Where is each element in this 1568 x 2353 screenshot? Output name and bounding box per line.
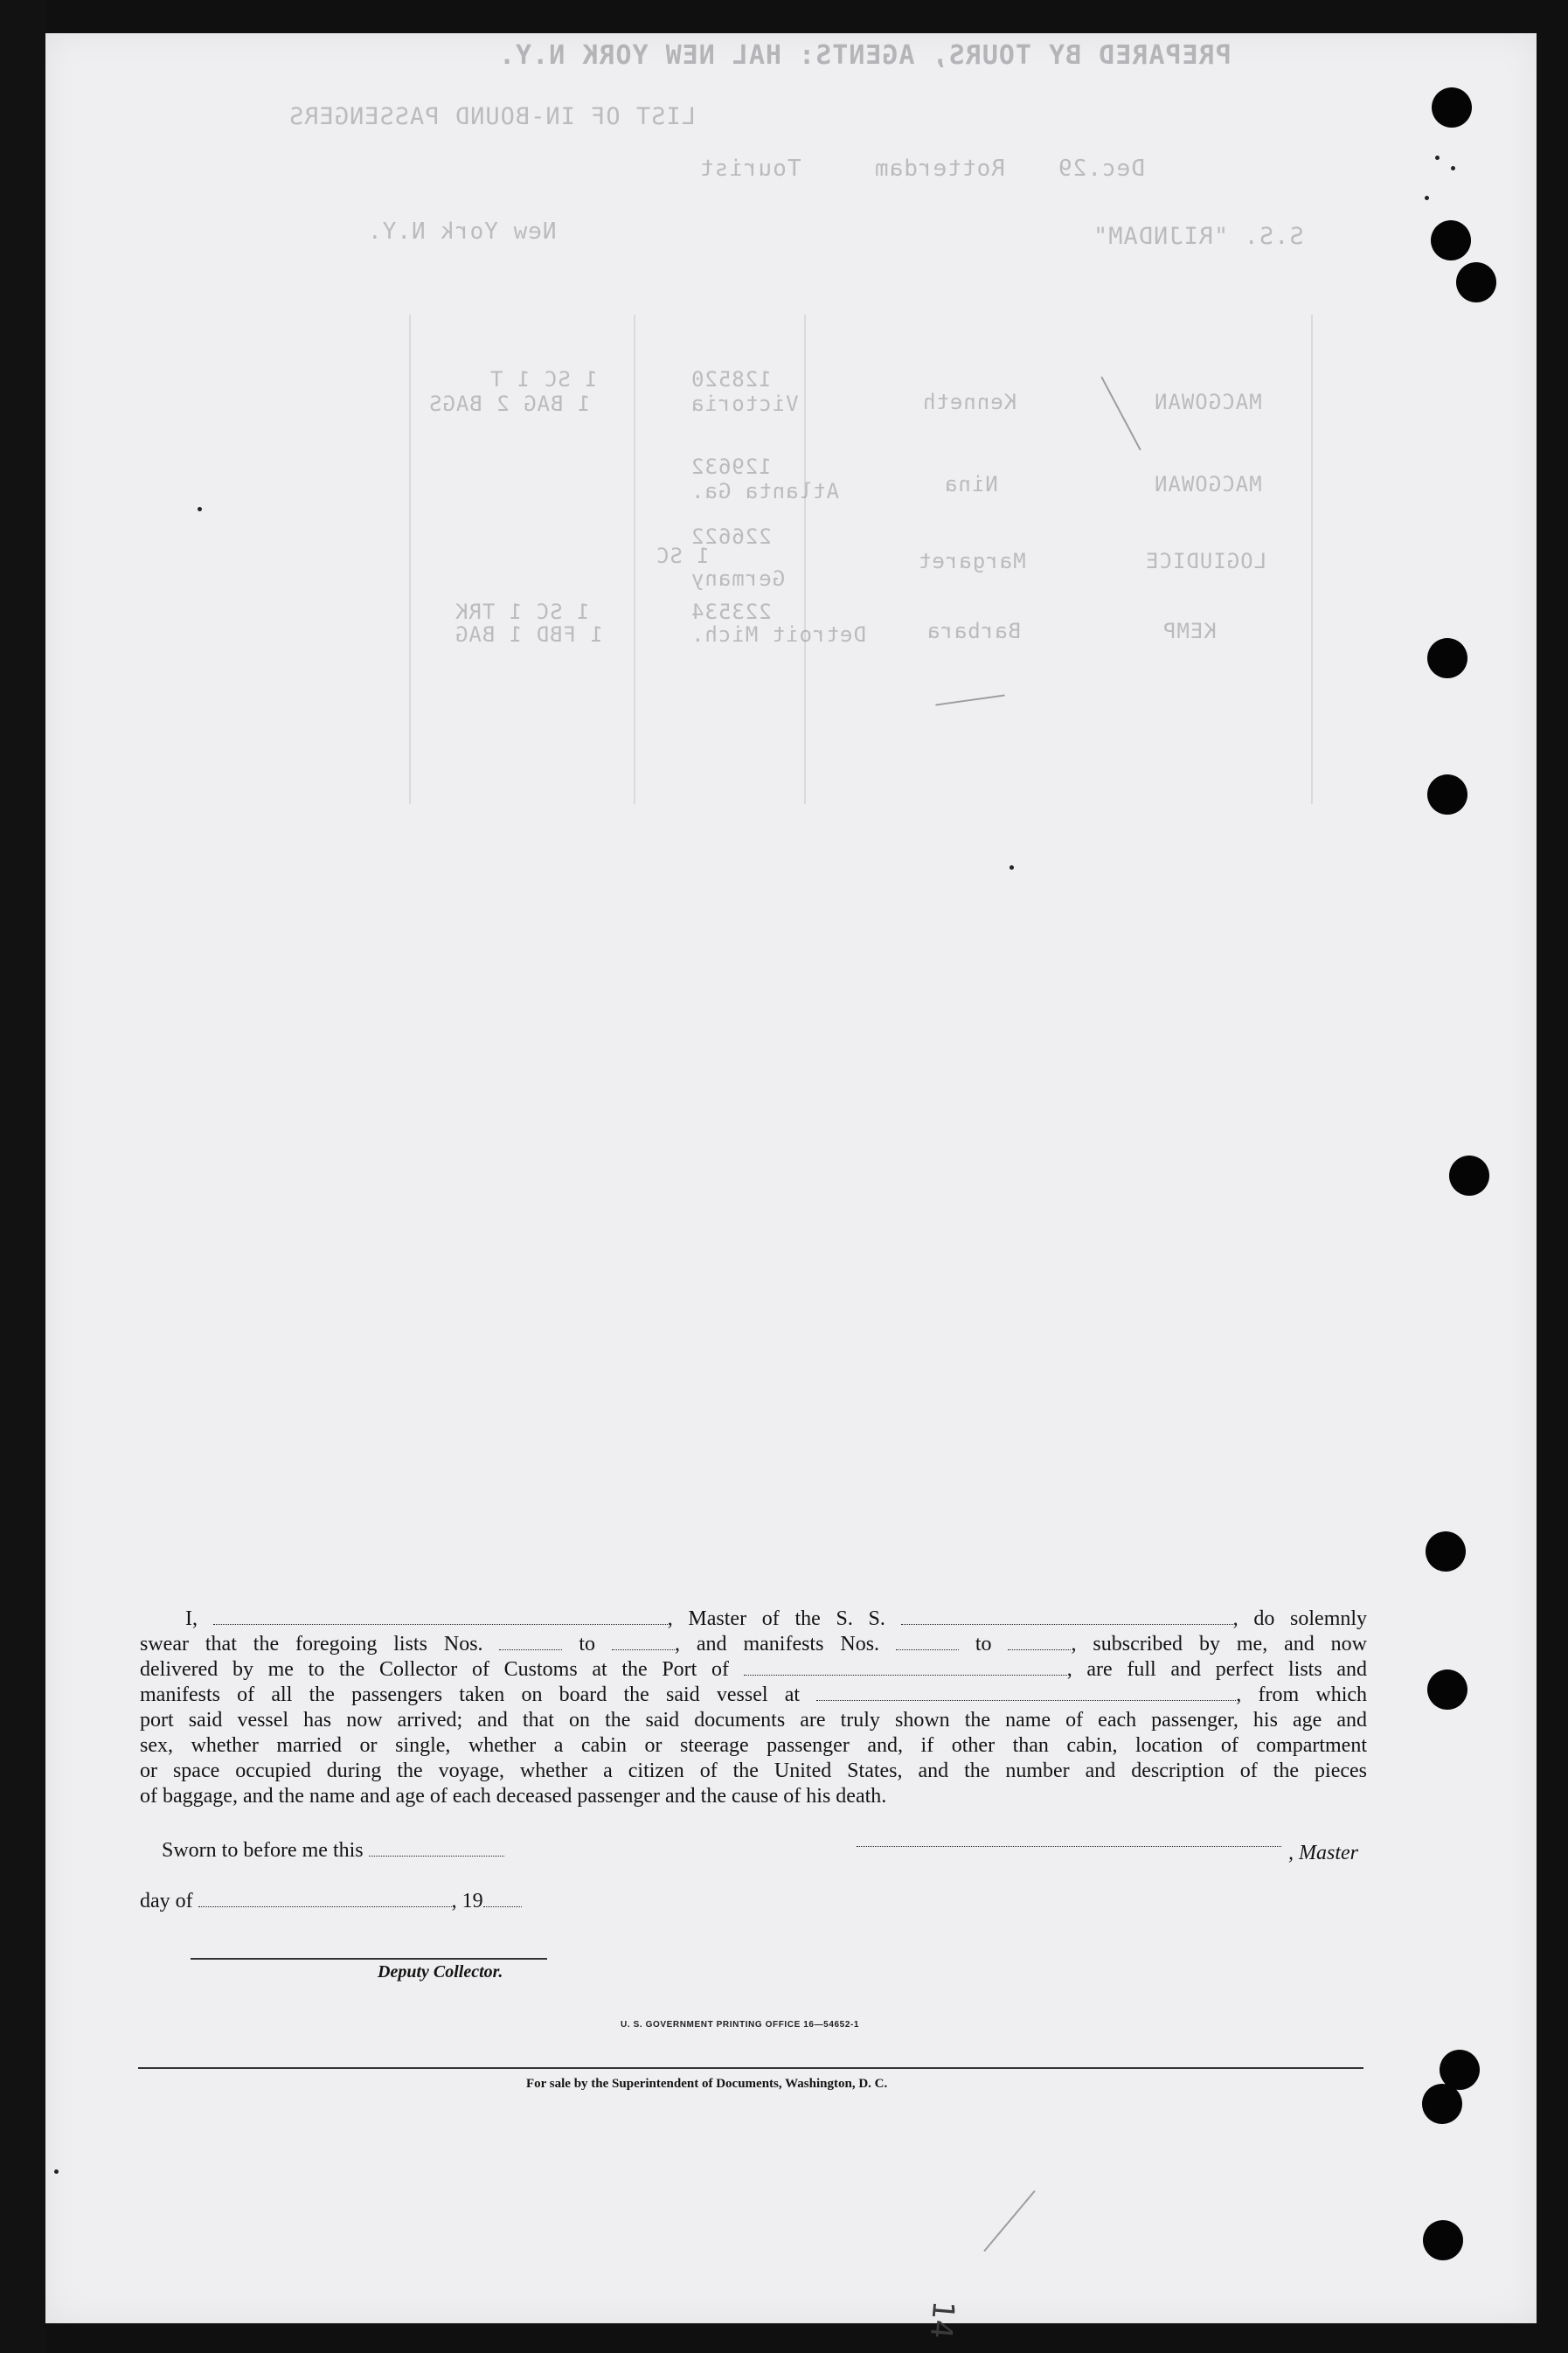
ghost-row-surname: LOGIUDICE	[1145, 549, 1267, 573]
ghost-column-line	[804, 315, 806, 804]
binder-hole	[1427, 774, 1467, 815]
footer-rule	[138, 2067, 1363, 2069]
oath-line-3	[140, 1657, 1367, 1683]
oath-text: to	[579, 1633, 596, 1655]
manifests-from-blank	[896, 1634, 959, 1650]
binder-hole	[1427, 638, 1467, 678]
ghost-port-to: New York N.Y.	[367, 219, 557, 245]
deputy-signature-line	[191, 1958, 547, 1960]
ghost-header: PREPARED BY TOURS, AGENTS: HAL NEW YORK N.Y.	[498, 40, 1232, 71]
ghost-row-number: 129632	[690, 455, 772, 479]
speck	[198, 507, 202, 511]
gpo-imprint: U. S. GOVERNMENT PRINTING OFFICE 16—54652-1	[621, 2020, 860, 2030]
ghost-row-given: Margaret	[918, 549, 1026, 573]
ghost-row-place: Germany	[690, 566, 786, 591]
ghost-row-surname: MACGOWAN	[1154, 472, 1262, 496]
oath-paragraph	[140, 1607, 1367, 1809]
oath-line-7: or space occupied during the voyage, whether a citizen of the United States, and the number and description of the pieces	[140, 1760, 1367, 1782]
binder-hole	[1449, 1156, 1489, 1196]
ghost-row-number: 223534	[690, 600, 772, 624]
ghost-row-extra: 1 SC 1 T	[489, 367, 598, 392]
oath-line-5: port said vessel has now arrived; and that on the said documents are truly shown the name of each passenger, his age and	[140, 1709, 1367, 1732]
ghost-row-given: Kenneth	[922, 390, 1017, 414]
ghost-row-given: Nina	[944, 472, 998, 496]
ghost-list-title: LIST OF IN-BOUND PASSENGERS	[288, 103, 696, 130]
oath-line-2	[140, 1632, 1367, 1657]
oath-line-4	[140, 1683, 1367, 1708]
speck	[1425, 196, 1429, 200]
ghost-row-number: 128520	[690, 367, 772, 392]
ghost-vessel: S.S. "RIJNDAM"	[1093, 223, 1304, 250]
year-blank	[483, 1891, 522, 1907]
ghost-column-line	[409, 315, 411, 804]
oath-line-6: sex, whether married or single, whether a cabin or steerage passenger and, if other than cabin, location of compartment	[140, 1734, 1367, 1757]
manifests-to-blank	[1008, 1634, 1071, 1650]
ghost-row-surname: MACGOWAN	[1154, 390, 1262, 414]
binder-hole	[1422, 2084, 1462, 2124]
oath-text: delivered by me to the Collector of Customs at the Port of	[140, 1658, 730, 1681]
lists-from-blank	[499, 1634, 562, 1650]
sworn-line	[162, 1839, 504, 1863]
oath-text: , from which	[1236, 1683, 1368, 1706]
oath-text: , subscribed by me, and now	[1071, 1633, 1368, 1655]
ghost-row-place: Atlanta Ga.	[690, 479, 839, 503]
pencil-page-number: 14	[922, 2299, 961, 2341]
master-label: , Master	[1288, 1842, 1358, 1864]
sworn-label: Sworn to before me this	[162, 1839, 364, 1862]
oath-text: to	[975, 1633, 992, 1655]
for-sale-notice: For sale by the Superintendent of Documents, Washington, D. C.	[526, 2077, 888, 2091]
speck	[1435, 156, 1440, 160]
oath-text: , are full and perfect lists and	[1066, 1658, 1368, 1681]
sworn-date-blank	[369, 1840, 504, 1857]
ghost-column-line	[1311, 315, 1313, 804]
ghost-row-place: Victoria	[690, 392, 799, 416]
ghost-row-number: 226622	[690, 524, 772, 549]
ghost-date: Dec.29	[1058, 156, 1145, 182]
oath-text: , and manifests Nos.	[674, 1633, 880, 1655]
ghost-row-bags: 1 FBD 1 BAG	[454, 622, 603, 647]
binder-hole	[1456, 262, 1496, 302]
speck	[54, 2169, 59, 2174]
port-of-blank	[744, 1659, 1067, 1676]
deputy-collector-label: Deputy Collector.	[378, 1962, 503, 1982]
ghost-row-surname: KEMP	[1162, 619, 1217, 643]
ghost-row-given: Barbara	[926, 619, 1022, 643]
oath-line-1	[140, 1607, 1367, 1632]
ghost-class: Tourist	[699, 156, 801, 182]
binder-hole	[1426, 1531, 1466, 1572]
master-signature-line	[857, 1846, 1281, 1847]
vessel-at-blank	[816, 1684, 1236, 1701]
binder-hole	[1427, 1669, 1467, 1710]
ghost-port-from: Rotterdam	[874, 156, 1005, 182]
binder-hole	[1431, 220, 1471, 260]
binder-hole	[1423, 2220, 1463, 2260]
oath-text: , Master of the S. S.	[667, 1607, 885, 1630]
lists-to-blank	[612, 1634, 675, 1650]
speck	[1009, 865, 1014, 870]
day-of-label: day of	[140, 1890, 193, 1912]
vessel-name-blank	[901, 1608, 1233, 1625]
oath-text: manifests of all the passengers taken on board the said vessel at	[140, 1683, 801, 1706]
binder-hole	[1432, 87, 1472, 128]
oath-text: swear that the foregoing lists Nos.	[140, 1633, 483, 1655]
year-prefix: , 19	[451, 1890, 483, 1912]
oath-text: I,	[185, 1607, 198, 1630]
manifest-page	[45, 33, 1537, 2323]
ghost-column-line	[634, 315, 635, 804]
ghost-row-extra: 1 SC 1 TRK	[454, 600, 590, 624]
month-blank	[198, 1891, 452, 1907]
speck	[1451, 166, 1455, 170]
master-name-blank	[213, 1608, 668, 1625]
ghost-row-bags: 1 BAG 2 BAGS	[428, 392, 591, 416]
day-of-line	[140, 1890, 522, 1913]
scan-left-edge	[0, 0, 45, 2353]
oath-line-8: of baggage, and the name and age of each deceased passenger and the cause of his death.	[140, 1785, 887, 1808]
ghost-row-place: Detroit Mich.	[690, 622, 866, 647]
ghost-row-extra: 1 SC	[656, 544, 710, 568]
oath-text: , do solemnly	[1232, 1607, 1368, 1630]
